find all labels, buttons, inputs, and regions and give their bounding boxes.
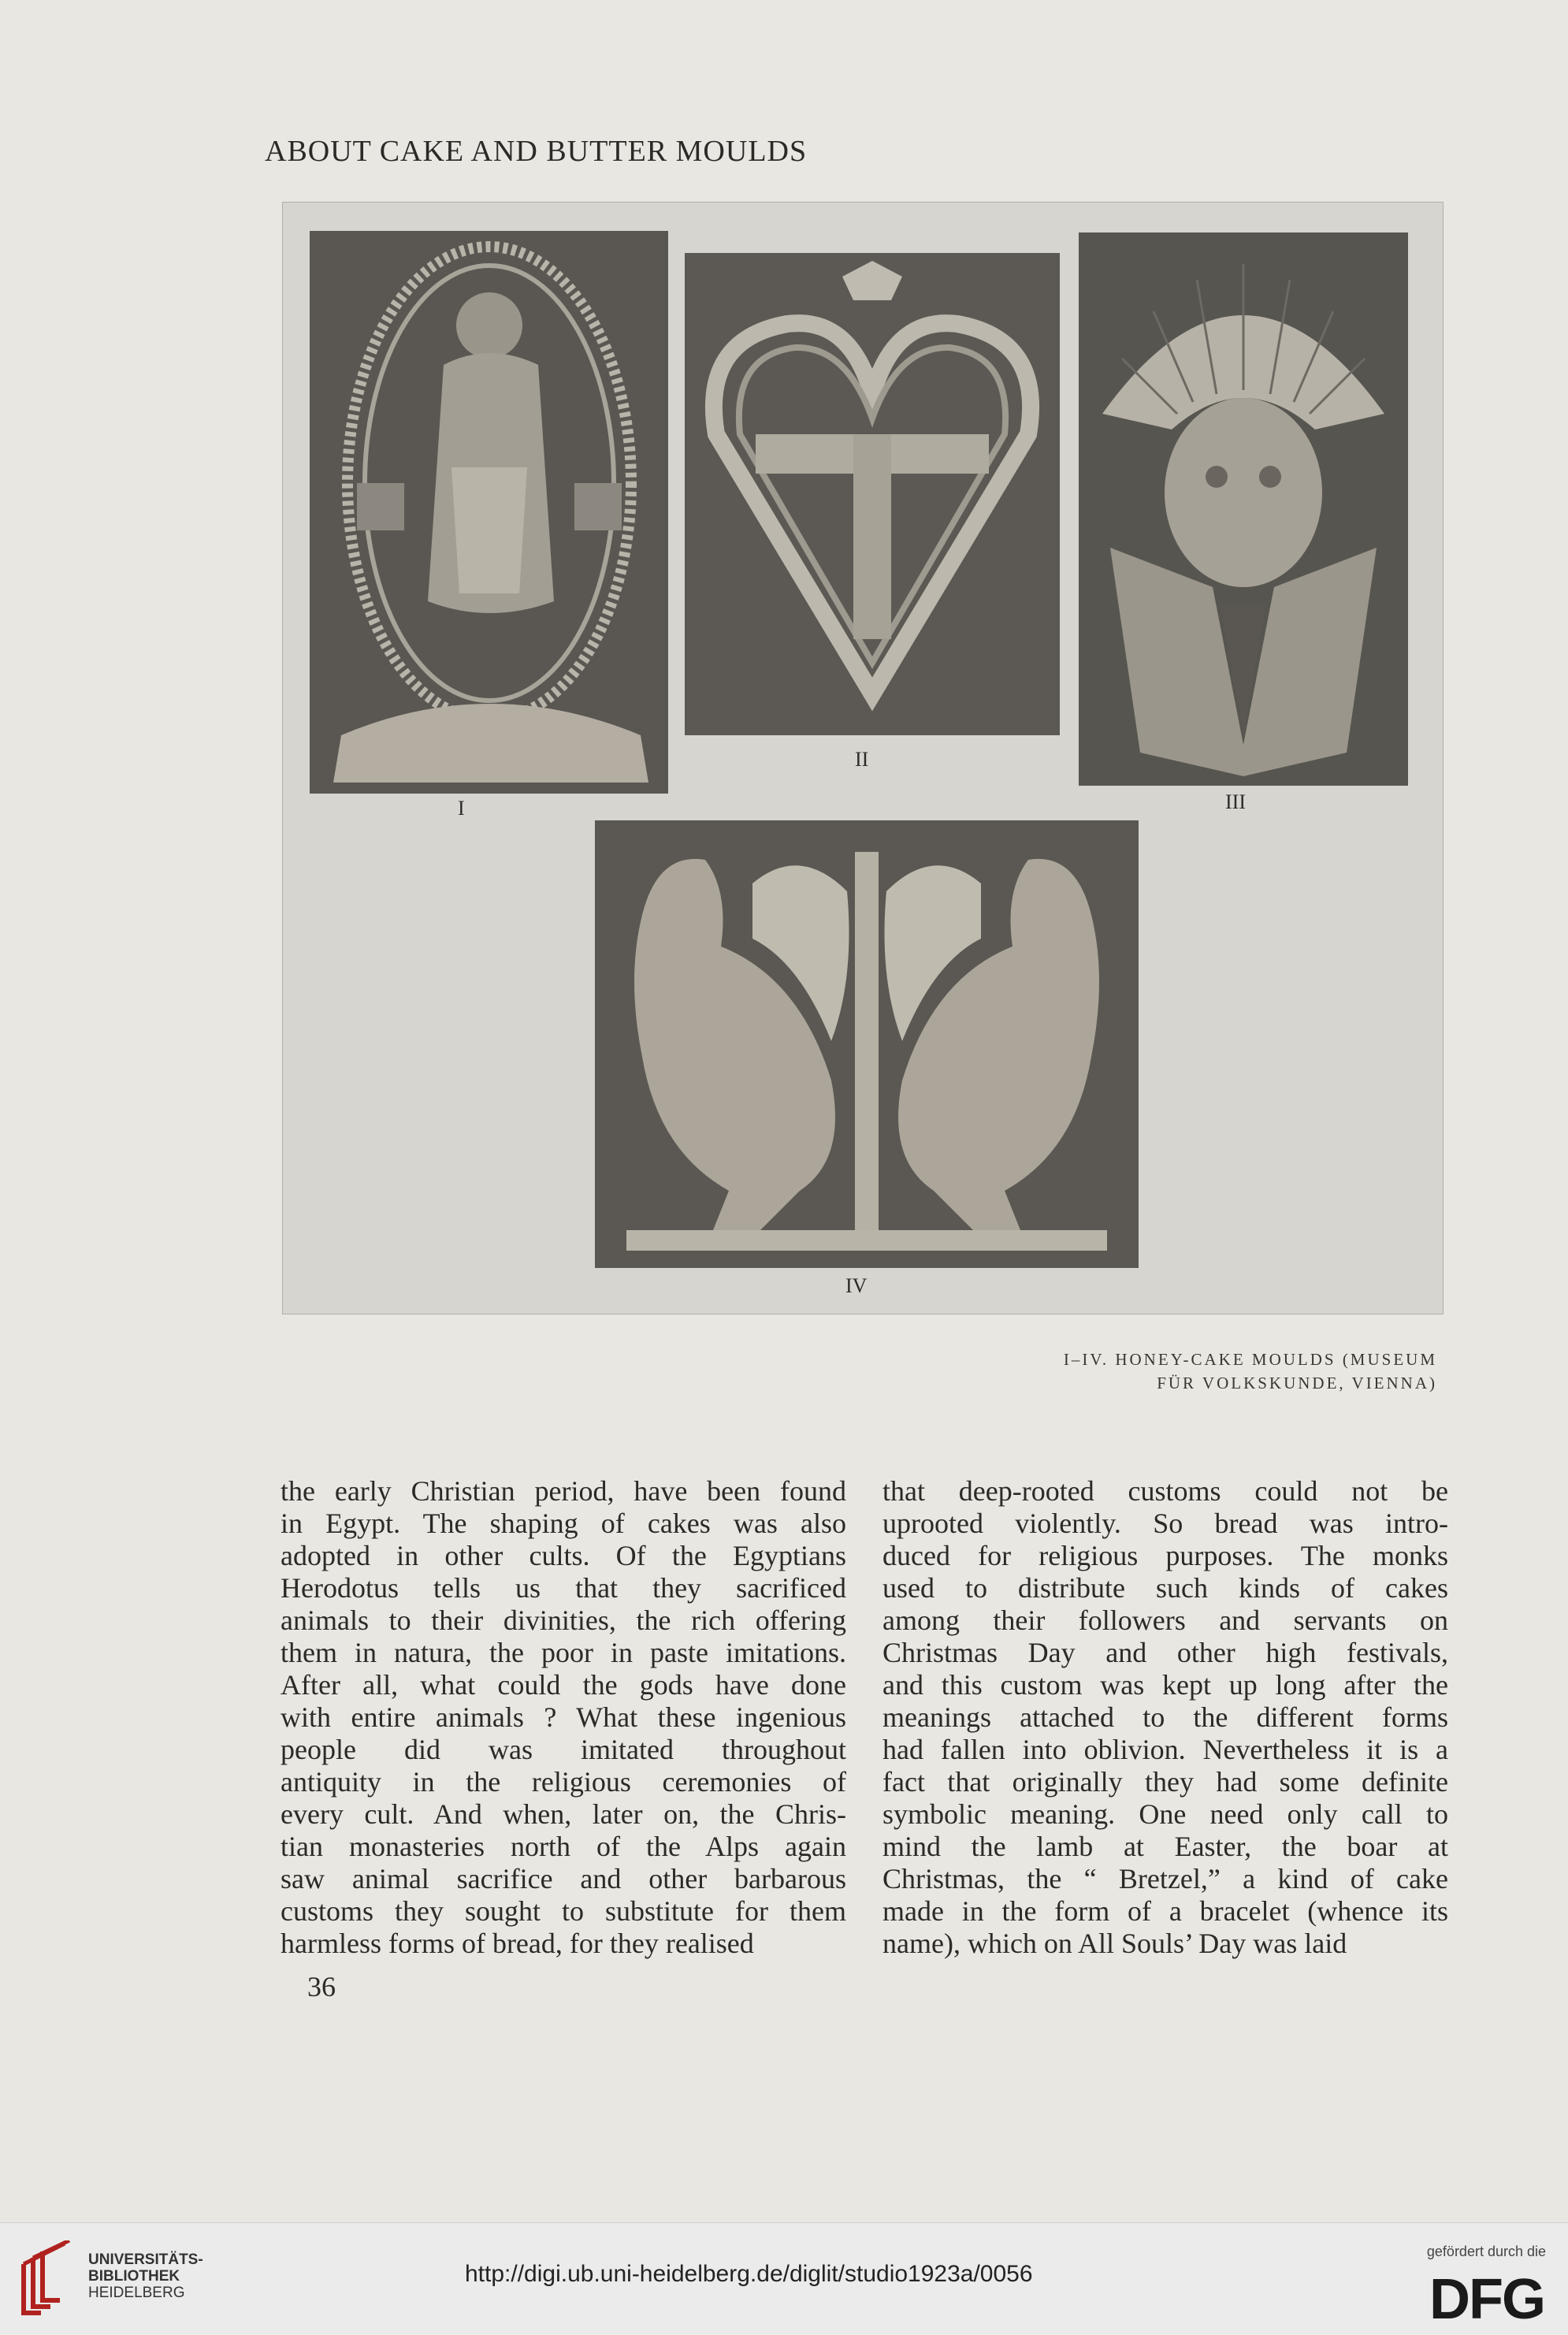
- text-line: meanings attached to the different forms: [882, 1701, 1448, 1733]
- text-line: name), which on All Souls’ Day was laid: [882, 1928, 1347, 1959]
- caption-line: I–IV. HONEY-CAKE MOULDS (MUSEUM: [1063, 1350, 1437, 1369]
- text-line: symbolic meaning. One need only call to: [882, 1798, 1448, 1830]
- plate-label-iv: IV: [845, 1274, 868, 1297]
- footer-bar: [0, 2222, 1568, 2335]
- text-line: every cult. And when, later on, the Chris-: [281, 1798, 846, 1830]
- text-line: in Egypt. The shaping of cakes was also: [281, 1508, 846, 1539]
- text-line: Christmas Day and other high festivals,: [882, 1637, 1448, 1668]
- text-column-left: [281, 1475, 846, 1960]
- funded-by-label: gefördert durch die: [1426, 2244, 1546, 2259]
- text-line: Herodotus tells us that they sacrificed: [281, 1572, 846, 1604]
- library-name-line: BIBLIOTHEK: [88, 2268, 180, 2285]
- mould-image-angel: [1079, 232, 1408, 786]
- dfg-logo[interactable]: DFG: [1429, 2268, 1544, 2331]
- plate-label-ii: II: [855, 748, 869, 771]
- text-line: uprooted violently. So bread was intro-: [882, 1508, 1448, 1539]
- text-line: and this custom was kept up long after the: [882, 1669, 1448, 1701]
- figure-caption: [1064, 1348, 1437, 1395]
- page-number: 36: [307, 1971, 336, 2002]
- text-line: harmless forms of bread, for they realised: [281, 1928, 754, 1959]
- running-head: ABOUT CAKE AND BUTTER MOULDS: [265, 135, 808, 168]
- text-line: made in the form of a bracelet (whence its: [882, 1895, 1448, 1927]
- text-line: the early Christian period, have been found: [281, 1475, 846, 1507]
- document-url-link[interactable]: http://digi.ub.uni-heidelberg.de/diglit/studio1923a/0056: [465, 2261, 1033, 2287]
- library-name-line: UNIVERSITÄTS-: [88, 2251, 203, 2268]
- text-line: animals to their divinities, the rich offering: [281, 1604, 846, 1636]
- text-line: among their followers and servants on: [882, 1604, 1448, 1636]
- text-line: fact that originally they had some definite: [882, 1766, 1448, 1798]
- text-line: them in natura, the poor in paste imitations.: [281, 1637, 846, 1668]
- university-library-logo-icon[interactable]: [17, 2240, 76, 2316]
- mould-image-cockerels: [595, 820, 1139, 1268]
- text-line: antiquity in the religious ceremonies of: [281, 1766, 846, 1798]
- plate-label-iii: III: [1225, 790, 1246, 813]
- photo-plate: [282, 202, 1444, 1314]
- mould-image-heart: [685, 253, 1060, 735]
- text-line: used to distribute such kinds of cakes: [882, 1572, 1448, 1604]
- university-library-name[interactable]: [88, 2251, 203, 2301]
- caption-line: FÜR VOLKSKUNDE, VIENNA): [1157, 1374, 1437, 1392]
- library-name-line: HEIDELBERG: [88, 2285, 185, 2301]
- text-line: adopted in other cults. Of the Egyptians: [281, 1540, 846, 1571]
- text-line: mind the lamb at Easter, the boar at: [882, 1831, 1448, 1862]
- text-line: After all, what could the gods have done: [281, 1669, 846, 1701]
- text-line: saw animal sacrifice and other barbarous: [281, 1863, 846, 1894]
- text-line: with entire animals ? What these ingenious: [281, 1701, 846, 1733]
- text-line: duced for religious purposes. The monks: [882, 1540, 1448, 1571]
- text-line: that deep-rooted customs could not be: [882, 1475, 1448, 1507]
- text-line: had fallen into oblivion. Nevertheless it is a: [882, 1734, 1448, 1765]
- text-column-right: [882, 1475, 1448, 1960]
- plate-label-i: I: [458, 797, 465, 820]
- text-line: tian monasteries north of the Alps again: [281, 1831, 846, 1862]
- text-line: Christmas, the “ Bretzel,” a kind of cake: [882, 1863, 1448, 1894]
- text-line: customs they sought to substitute for them: [281, 1895, 846, 1927]
- mould-image-madonna: [310, 231, 668, 794]
- text-line: people did was imitated throughout: [281, 1734, 846, 1765]
